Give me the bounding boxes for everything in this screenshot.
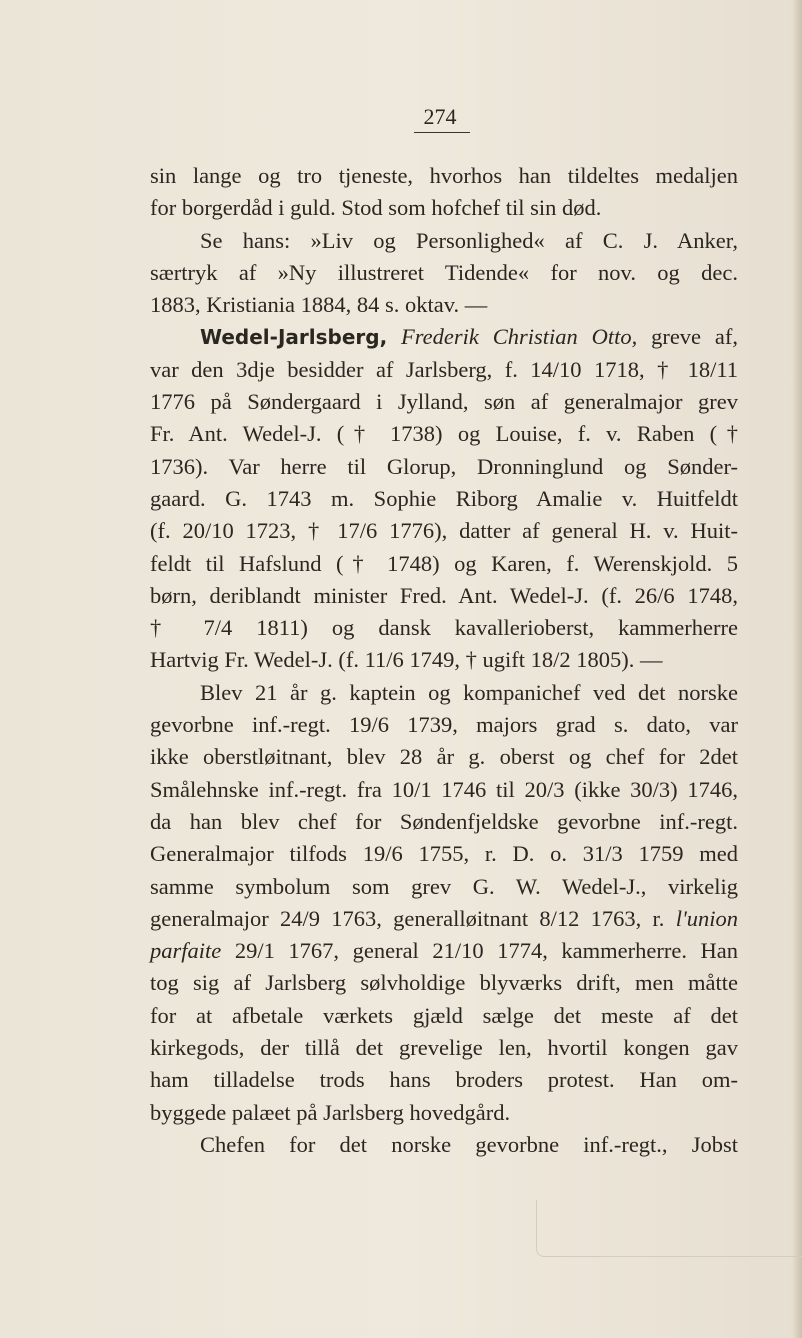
text-segment: 29/1 1767, general 21/10 1774, kammerherre. Han	[234, 938, 738, 964]
text-line: † 7/4 1811) og dansk kavallerioberst, kammerherre	[150, 615, 738, 641]
text-line: særtryk af »Ny illustreret Tidende« for nov. og dec.	[150, 259, 738, 285]
text-line: 1776 på Søndergaard i Jylland, søn af generalmajor grev	[150, 389, 738, 415]
order-name-italic: l'union	[675, 905, 739, 931]
text-line: tog sig af Jarlsberg sølvholdige blyværks drift, men måtte	[150, 970, 738, 996]
page-number-rule	[414, 132, 470, 133]
text-line: gaard. G. 1743 m. Sophie Riborg Amalie v. Huitfeldt	[150, 485, 738, 511]
text-line: Chefen for det norske gevorbne inf.-regt., Jobst	[200, 1131, 738, 1157]
text-line: 1736). Var herre til Glorup, Dronninglund og Sønder-	[150, 453, 738, 479]
entry-title: greve af,	[651, 324, 738, 350]
text-line: ham tilladelse trods hans broders protest. Han om-	[150, 1067, 738, 1093]
text-line: var den 3dje besidder af Jarlsberg, f. 14/10 1718, † 18/11	[150, 356, 738, 382]
text-line: ikke oberstløitnant, blev 28 år g. oberst og chef for 2det	[150, 744, 738, 770]
order-name-italic: parfaite	[150, 938, 222, 964]
text-line: børn, deriblandt minister Fred. Ant. Wedel-J. (f. 26/6 1748,	[150, 582, 738, 608]
text-line: Smålehnske inf.-regt. fra 10/1 1746 til 20/3 (ikke 30/3) 1746,	[150, 776, 738, 802]
page-edge-shadow	[792, 0, 802, 1338]
page-number: 274	[423, 104, 457, 129]
entry-heading: Wedel-Jarlsberg,	[200, 325, 388, 350]
text-line: Hartvig Fr. Wedel-J. (f. 11/6 1749, † ugift 18/2 1805). —	[150, 647, 663, 673]
text-line: da han blev chef for Søndenfjeldske gevorbne inf.-regt.	[150, 808, 738, 834]
text-line: samme symbolum som grev G. W. Wedel-J., virkelig	[150, 873, 738, 899]
entry-heading-line	[150, 321, 738, 353]
text-line: Se hans: »Liv og Personlighed« af C. J. Anker,	[200, 227, 738, 253]
text-line: gevorbne inf.-regt. 19/6 1739, majors grad s. dato, var	[150, 712, 738, 738]
text-line	[150, 935, 738, 967]
text-line: Generalmajor tilfods 19/6 1755, r. D. o. 31/3 1759 med	[150, 841, 738, 867]
page-corner-mark	[536, 1200, 802, 1257]
text-line: kirkegods, der tillå det grevelige len, hvortil kongen gav	[150, 1035, 738, 1061]
text-line: Fr. Ant. Wedel-J. († 1738) og Louise, f. v. Raben (†	[150, 421, 738, 447]
text-line: for borgerdåd i guld. Stod som hofchef til sin død.	[150, 195, 602, 221]
text-line: sin lange og tro tjeneste, hvorhos han tildeltes medaljen	[150, 163, 738, 188]
text-line: (f. 20/10 1723, † 17/6 1776), datter af general H. v. Huit-	[150, 518, 738, 544]
text-line: byggede palæet på Jarlsberg hovedgård.	[150, 1099, 511, 1125]
text-line: Blev 21 år g. kaptein og kompanichef ved det norske	[200, 679, 738, 705]
text-line	[150, 903, 738, 935]
text-segment: generalmajor 24/9 1763, generalløitnant 8/12 1763, r.	[150, 905, 665, 931]
text-line: feldt til Hafslund († 1748) og Karen, f. Werenskjold. 5	[150, 550, 738, 576]
body-text	[150, 160, 738, 1161]
entry-given-names: Frederik Christian Otto,	[401, 324, 638, 350]
text-line: 1883, Kristiania 1884, 84 s. oktav. —	[150, 292, 488, 318]
text-line: for at afbetale værkets gjæld sælge det meste af det	[150, 1002, 738, 1028]
